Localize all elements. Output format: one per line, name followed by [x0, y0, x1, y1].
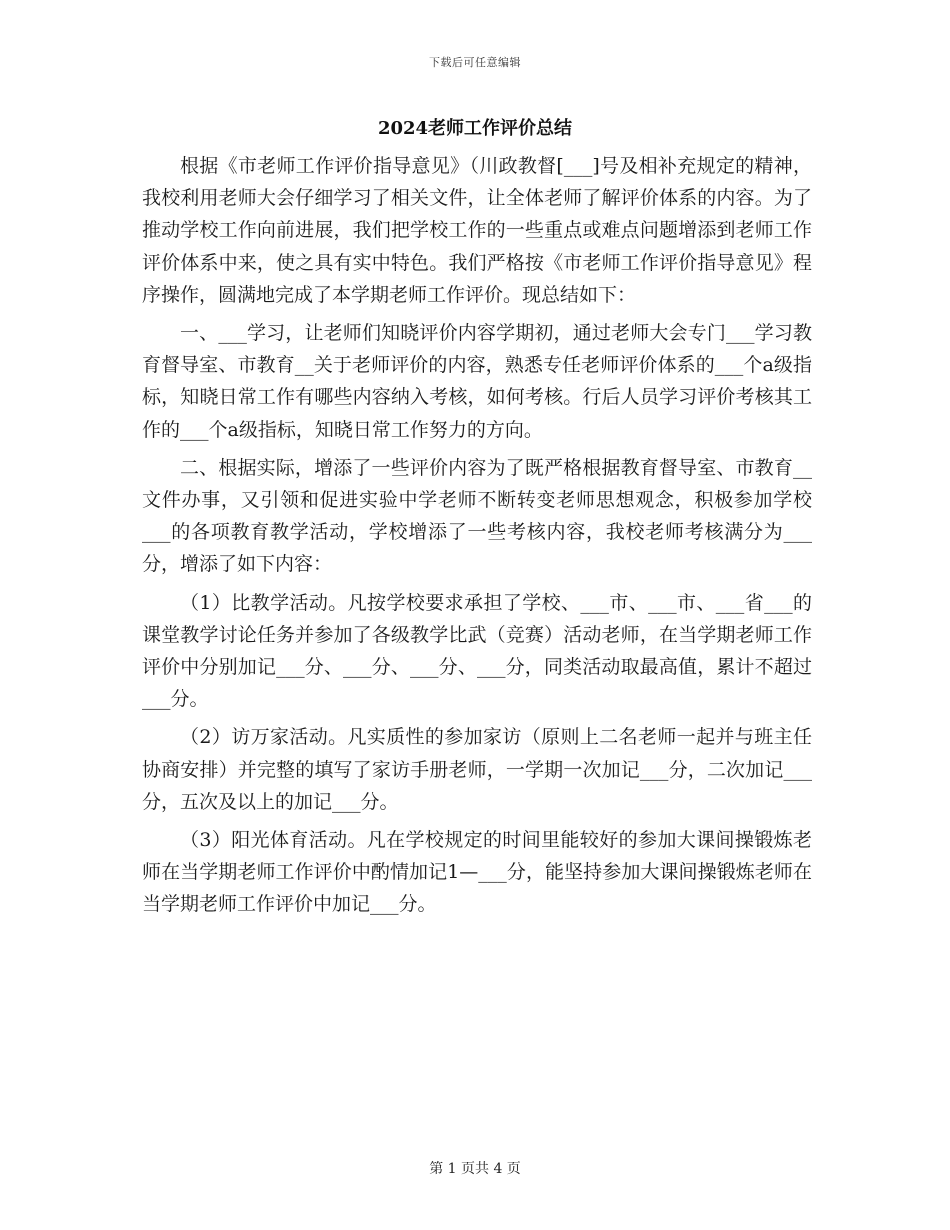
paragraph-intro: 根据《市老师工作评价指导意见》（川政教督[___]号及相补充规定的精神，我校利用老师大会仔细学习了相关文件，让全体老师了解评价体系的内容。为了推动学校工作向前进展，我们把学校工作的一些重点或难点问题增添到老师工作评价体系中来，使之具有实中特色。我们严格按《市老师工作评价指导意见》程序操作，圆满地完成了本学期老师工作评价。现总结如下： — [142, 155, 812, 306]
header-note: 下载后可任意编辑 — [429, 56, 521, 69]
paragraph-section-1: 一、___学习，让老师们知晓评价内容学期初，通过老师大会专门___学习教育督导室、市教育__关于老师评价的内容，熟悉专任老师评价体系的___个a级指标，知晓日常工作有哪些内容纳入考核，如何考核。行后人员学习评价考核其工作的___个a级指标，知晓日常工作努力的方向。 — [142, 322, 812, 441]
document-body — [142, 150, 812, 921]
paragraph-item-2: （2）访万家活动。凡实质性的参加家访（原则上二名老师一起并与班主任协商安排）并完整的填写了家访手册老师，一学期一次加记___分，二次加记___分，五次及以上的加记___分。 — [142, 726, 812, 813]
paragraph-item-3: （3）阳光体育活动。凡在学校规定的时间里能较好的参加大课间操锻炼老师在当学期老师工作评价中酌情加记1—___分，能坚持参加大课间操锻炼老师在当学期老师工作评价中加记___分。 — [142, 829, 812, 916]
paragraph-section-2: 二、根据实际，增添了一些评价内容为了既严格根据教育督导室、市教育__文件办事，又引领和促进实验中学老师不断转变老师思想观念，积极参加学校___的各项教育教学活动，学校增添了一些考核内容，我校老师考核满分为___分，增添了如下内容： — [142, 456, 812, 576]
paragraph-item-1: （1）比教学活动。凡按学校要求承担了学校、___市、___市、___省___的课堂教学讨论任务并参加了各级教学比武（竞赛）活动老师，在当学期老师工作评价中分别加记___分、___分、___分、___分，同类活动取最高值，累计不超过___分。 — [142, 591, 812, 711]
document-title: 2024老师工作评价总结 — [377, 118, 573, 139]
page-number: 第 1 页共 4 页 — [429, 1161, 521, 1177]
